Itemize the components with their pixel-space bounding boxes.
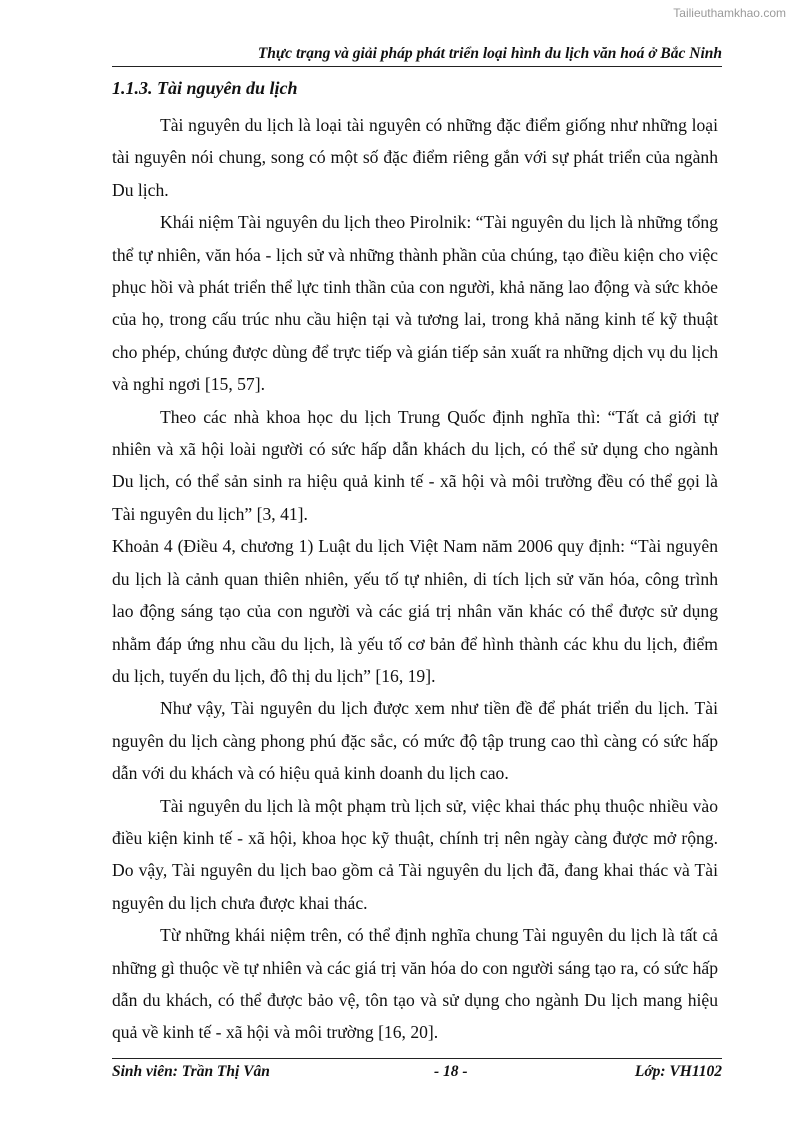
paragraph: Như vậy, Tài nguyên du lịch được xem như tiền đề để phát triển du lịch. Tài nguyên du lịch càng phong phú đặc sắc, có mức độ tập trung cao thì càng có sức hấp dẫn với du khách và có hiệu quả kinh doanh du lịch cao.	[112, 698, 718, 784]
header-title: Thực trạng và giải pháp phát triển loại hình du lịch văn hoá ở Bắc Ninh	[257, 45, 722, 62]
page-content	[112, 74, 718, 1049]
paragraph: Khoản 4 (Điều 4, chương 1) Luật du lịch Việt Nam năm 2006 quy định: “Tài nguyên du lịch là cảnh quan thiên nhiên, yếu tố tự nhiên, di tích lịch sử văn hóa, công trình lao động sáng tạo của con người và các giá trị nhân văn khác có thể được sử dụng nhằm đáp ứng nhu cầu du lịch, là yếu tố cơ bản để hình thành các khu du lịch, điểm du lịch, tuyến du lịch, đô thị du lịch” [16, 19].	[112, 536, 718, 686]
paragraph: Tài nguyên du lịch là một phạm trù lịch sử, việc khai thác phụ thuộc nhiều vào điều kiện kinh tế - xã hội, khoa học kỹ thuật, chính trị nên ngày càng được mở rộng. Do vậy, Tài nguyên du lịch bao gồm cả Tài nguyên du lịch đã, đang khai thác và Tài nguyên du lịch chưa được khai thác.	[112, 795, 718, 913]
watermark-text: Tailieuthamkhao.com	[673, 6, 786, 20]
footer-student: Sinh viên: Trần Thị Vân	[112, 1063, 270, 1080]
paragraph: Tài nguyên du lịch là loại tài nguyên có những đặc điểm giống như những loại tài nguyên nói chung, song có một số đặc điểm riêng gắn với sự phát triển của ngành Du lịch.	[112, 115, 718, 200]
footer-class: Lớp: VH1102	[634, 1063, 722, 1080]
paragraph: Theo các nhà khoa học du lịch Trung Quốc định nghĩa thì: “Tất cả giới tự nhiên và xã hội loài người có sức hấp dẫn khách du lịch, có thể sử dụng cho ngành Du lịch, có thể sản sinh ra hiệu quả kinh tế - xã hội và môi trường đều có thể gọi là Tài nguyên du lịch” [3, 41].	[112, 406, 718, 524]
page-footer	[112, 1058, 722, 1085]
footer-page-number: - 18 -	[434, 1063, 468, 1080]
page-header	[112, 44, 722, 67]
paragraph: Khái niệm Tài nguyên du lịch theo Pirolnik: “Tài nguyên du lịch là những tổng thể tự nhiên, văn hóa - lịch sử và những thành phần của chúng, tạo điều kiện cho việc phục hồi và phát triển thể lực tinh thần của con người, khả năng lao động và sức khỏe của họ, trong cấu trúc nhu cầu hiện tại và tương lai, trong khả năng kinh tế kỹ thuật cho phép, chúng được dùng để trực tiếp và gián tiếp sản xuất ra những dịch vụ du lịch và nghỉ ngơi [15, 57].	[112, 212, 718, 395]
paragraph: Từ những khái niệm trên, có thể định nghĩa chung Tài nguyên du lịch là tất cả những gì thuộc về tự nhiên và các giá trị văn hóa do con người sáng tạo ra, có sức hấp dẫn du khách, có thể được bảo vệ, tôn tạo và sử dụng cho ngành Du lịch mang hiệu quả về kinh tế - xã hội và môi trường [16, 20].	[112, 925, 718, 1043]
section-title: 1.1.3. Tài nguyên du lịch	[112, 78, 298, 98]
